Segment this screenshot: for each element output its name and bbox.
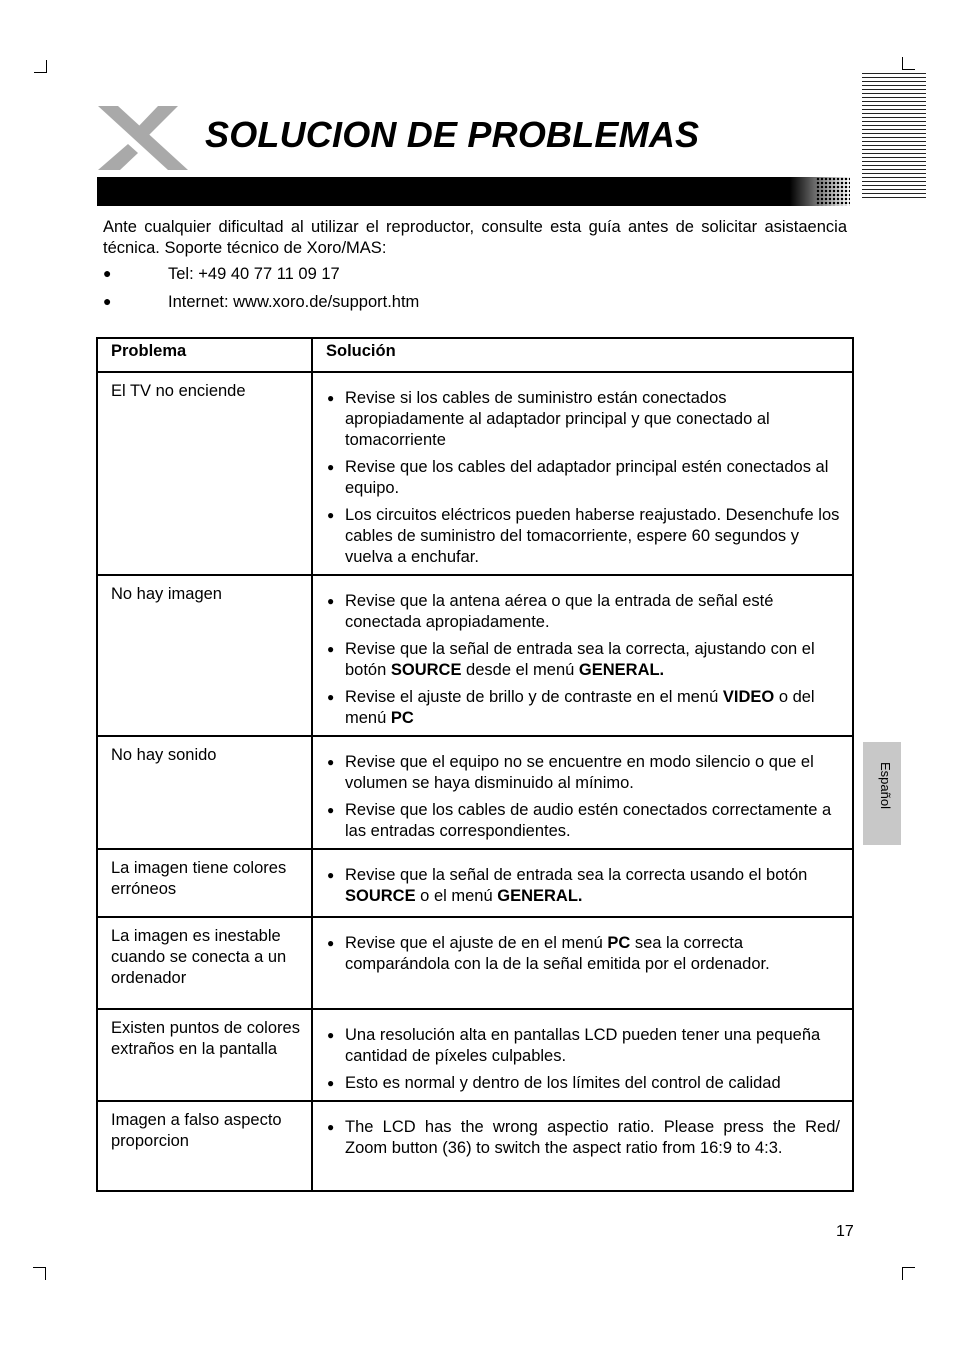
xoro-x-logo-icon <box>96 104 194 174</box>
solution-cell <box>312 736 853 849</box>
header-solution: Solución <box>312 338 853 372</box>
solution-item <box>326 752 840 794</box>
solution-keyword: PC <box>390 709 414 727</box>
table-row <box>97 1101 853 1191</box>
solution-cell <box>312 575 853 736</box>
solution-keyword: GENERAL. <box>578 661 665 679</box>
solution-text: Revise que la antena aérea o que la entrada de señal esté conectada apropiadamente. <box>345 592 774 631</box>
problem-cell: La imagen tiene colores erróneos <box>97 849 312 917</box>
solution-text: Revise que la señal de entrada sea la correcta, ajustando con el botón <box>345 640 815 679</box>
crop-mark-top-right <box>902 57 915 70</box>
solution-item <box>326 1117 840 1159</box>
solution-keyword: VIDEO <box>722 688 775 706</box>
table-row <box>97 736 853 849</box>
page-title: SOLUCION DE PROBLEMAS <box>205 114 700 155</box>
header-bar-dots <box>816 177 850 206</box>
troubleshooting-table <box>96 337 854 1192</box>
solution-text: Revise el ajuste de brillo y de contraste en el menú <box>345 688 723 706</box>
solution-text: Esto es normal y dentro de los límites del control de calidad <box>345 1074 781 1092</box>
solution-list <box>326 745 840 842</box>
solution-cell <box>312 1009 853 1101</box>
solution-text: The LCD has the wrong aspectio ratio. Please press the Red/ Zoom button (36) to switch the aspect ratio from 16:9 to 4:3. <box>345 1118 840 1157</box>
solution-cell <box>312 849 853 917</box>
table-row <box>97 372 853 575</box>
header-problem: Problema <box>97 338 312 372</box>
solution-item <box>326 457 840 499</box>
solution-cell <box>312 917 853 1009</box>
problem-cell: Existen puntos de colores extraños en la pantalla <box>97 1009 312 1101</box>
solution-item <box>326 1073 840 1094</box>
solution-item <box>326 639 840 681</box>
language-tab <box>863 742 901 845</box>
troubleshooting-table-body <box>97 338 853 1191</box>
solution-item <box>326 800 840 842</box>
solution-list <box>326 584 840 729</box>
problem-cell: No hay imagen <box>97 575 312 736</box>
solution-list <box>326 858 840 907</box>
solution-text: Revise que la señal de entrada sea la correcta usando el botón <box>345 866 808 884</box>
solution-text: desde el menú <box>461 661 579 679</box>
bullet-icon: ● <box>103 265 112 281</box>
problem-cell: La imagen es inestable cuando se conecta a un ordenador <box>97 917 312 1009</box>
solution-cell <box>312 372 853 575</box>
solution-text: Revise que el equipo no se encuentre en modo silencio o que el volumen se haya disminuido al mínimo. <box>345 753 814 792</box>
crop-mark-top-left <box>34 60 47 73</box>
crop-mark-bottom-left <box>33 1267 46 1280</box>
table-row <box>97 1009 853 1101</box>
table-row <box>97 575 853 736</box>
intro-paragraph: Ante cualquier dificultad al utilizar el reproductor, consulte esta guía antes de solicitar asistaencia técnica. Soporte técnico de Xoro/MAS: <box>103 218 847 257</box>
solution-list <box>326 1110 840 1159</box>
solution-list <box>326 381 840 568</box>
solution-keyword: PC <box>607 934 631 952</box>
problem-cell: El TV no enciende <box>97 372 312 575</box>
page-number: 17 <box>836 1223 854 1240</box>
language-tab-label: Español <box>878 762 893 809</box>
solution-text: Revise que los cables del adaptador principal estén conectados al equipo. <box>345 458 829 497</box>
solution-list <box>326 926 840 975</box>
table-row <box>97 917 853 1009</box>
solution-item <box>326 505 840 568</box>
header-bar <box>97 177 850 206</box>
contact-text: Internet: www.xoro.de/support.htm <box>168 293 420 311</box>
solution-list <box>326 1018 840 1094</box>
solution-text: Los circuitos eléctricos pueden haberse reajustado. Desenchufe los cables de suministro del tomacorriente, espere 60 segundos y vuelva a enchufar. <box>345 506 840 566</box>
solution-text: Revise que el ajuste de en el menú <box>345 934 608 952</box>
bullet-icon: ● <box>103 293 112 309</box>
solution-keyword: SOURCE <box>345 887 416 905</box>
solution-text: sea la correcta comparándola con la de la señal emitida por el ordenador. <box>345 934 770 973</box>
solution-text: Una resolución alta en pantallas LCD pueden tener una pequeña cantidad de píxeles culpables. <box>345 1026 821 1065</box>
solution-item <box>326 933 840 975</box>
solution-cell <box>312 1101 853 1191</box>
solution-text: o el menú <box>415 887 498 905</box>
solution-text: Revise si los cables de suministro están conectados apropiadamente al adaptador principal y que conectado al tomacorriente <box>345 389 770 449</box>
table-row <box>97 849 853 917</box>
solution-item <box>326 1025 840 1067</box>
decorative-stripes <box>862 73 926 198</box>
solution-item <box>326 865 840 907</box>
solution-keyword: SOURCE <box>390 661 462 679</box>
problem-cell: Imagen a falso aspecto proporcion <box>97 1101 312 1191</box>
problem-cell: No hay sonido <box>97 736 312 849</box>
solution-text: o del menú <box>345 688 815 727</box>
solution-item <box>326 591 840 633</box>
solution-text: Revise que los cables de audio estén conectados correctamente a las entradas correspondientes. <box>345 801 832 840</box>
solution-keyword: GENERAL. <box>497 887 583 905</box>
solution-item <box>326 687 840 729</box>
contact-text: Tel: +49 40 77 11 09 17 <box>168 265 340 283</box>
table-header-row <box>97 338 853 372</box>
crop-mark-bottom-right <box>902 1267 915 1280</box>
solution-item <box>326 388 840 451</box>
